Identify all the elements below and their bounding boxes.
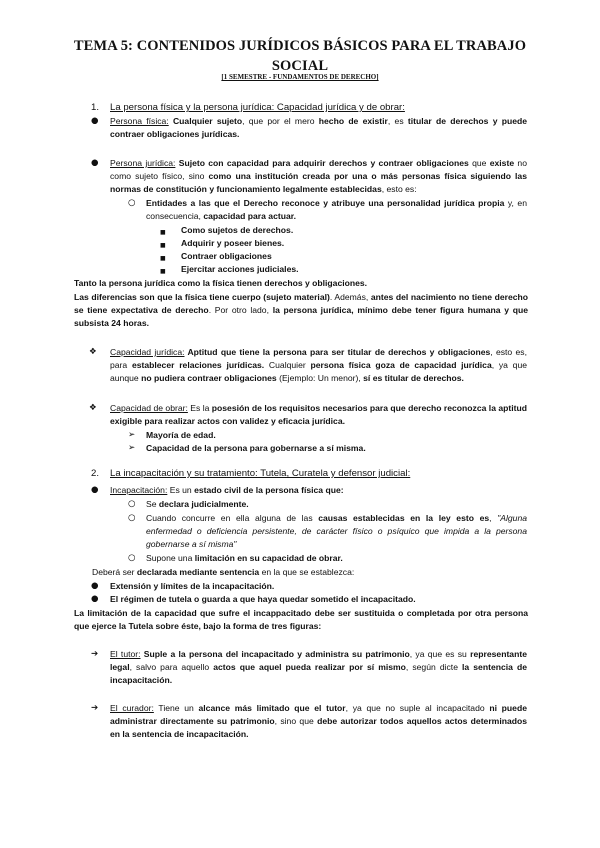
diamond-bullet-icon: ❖ [89, 347, 97, 357]
square-bullet-icon: ■ [160, 242, 166, 249]
diferencias-paragraph: Las diferencias son que la física tiene cuerpo (sujeto material). Además, antes del nacimiento no tiene derecho se tiene expectativa de derecho. Por otro lado, la persona jurídica, mínimo debe tener figura humana y que subsista 24 horas. [74, 292, 529, 329]
capacidad-juridica-paragraph: Capacidad jurídica: Aptitud que tiene la persona para ser titular de derechos y obligaciones, esto es, para establecer relaciones jurídicas. Cualquier persona física goza de capacidad jurídica, ya que aunque no pudiera contraer obligaciones (Ejemplo: Un menor), sí es titular de derechos. [110, 347, 528, 384]
page-title: TEMA 5: CONTENIDOS JURÍDICOS BÁSICOS PARA EL TRABAJO SOCIAL [73, 38, 527, 74]
section-2-number: 2. [91, 468, 100, 479]
arrow-list-item: Capacidad de la persona para gobernarse a sí misma. [146, 443, 366, 453]
diamond-bullet-icon: ❖ [89, 403, 97, 413]
arrow-list-item: Mayoría de edad. [146, 430, 216, 440]
tanto-paragraph: Tanto la persona jurídica como la física tienen derechos y obligaciones. [74, 278, 368, 288]
bullet-icon: ● [91, 485, 99, 495]
bullet-icon: ● [91, 594, 99, 604]
incapacitacion-condition-2: Cuando concurre en ella alguna de las causas establecidas en la ley esto es, "Alguna enfermedad o deficiencia persistente, de carácter físico o psíquico que impida a la persona gobernarse a sí misma" [146, 513, 527, 550]
incapacitacion-condition-1: Se declara judicialmente. [146, 499, 249, 509]
capacidad-obrar-paragraph: Capacidad de obrar: Es la posesión de los requisitos necesarios para que derecho reconozca la aptitud exigible para realizar actos con validez y eficacia jurídica. [110, 403, 527, 427]
square-bullet-icon: ■ [160, 229, 166, 236]
sentencia-list-item: El régimen de tutela o guarda a que haya quedar sometido el incapacitado. [110, 594, 416, 604]
square-bullet-icon: ■ [160, 255, 166, 262]
arrow-bullet-icon: ➢ [128, 430, 136, 440]
arrow-right-icon: ➔ [91, 703, 99, 713]
incapacitacion-paragraph: Incapacitación: Es un estado civil de la persona física que: [110, 485, 344, 495]
sentencia-list-item: Extensión y límites de la incapacitación. [110, 581, 275, 591]
circle-bullet-icon: ○ [128, 513, 136, 523]
limitacion-paragraph: La limitación de la capacidad que sufre el incappacitado debe ser sustituida o completada por otra persona que ejerce la Tutela sobre éste, bajo la forma de tres figuras: [74, 608, 528, 632]
sub-list-item: Adquirir y poseer bienes. [181, 238, 285, 248]
bullet-icon: ● [91, 116, 99, 126]
circle-bullet-icon: ○ [128, 553, 136, 563]
curador-paragraph: El curador: Tiene un alcance más limitado que el tutor, ya que no suple al incapacitado ni puede administrar directamente su patrimonio, sino que debe autorizar todos aquellos actos determinados en la sentencia de incapacitación. [110, 703, 528, 740]
arrow-bullet-icon: ➢ [128, 443, 136, 453]
square-bullet-icon: ■ [160, 268, 166, 275]
bullet-icon: ● [91, 158, 99, 168]
sub-list-item: Como sujetos de derechos. [181, 225, 294, 235]
page-subtitle: [1 SEMESTRE - FUNDAMENTOS DE DERECHO] [221, 73, 379, 81]
persona-fisica-paragraph: Persona física: Cualquier sujeto, que por el mero hecho de existir, es titular de derechos y puede contraer obligaciones jurídicas. [110, 116, 528, 140]
circle-bullet-icon: ○ [128, 499, 136, 509]
sub-list-item: Ejercitar acciones judiciales. [181, 264, 299, 274]
section-1-heading: La persona física y la persona jurídica: Capacidad jurídica y de obrar: [110, 102, 405, 113]
arrow-right-icon: ➔ [91, 649, 99, 659]
entidades-paragraph: Entidades a las que el Derecho reconoce y atribuye una personalidad jurídica propia y, en consecuencia, capacidad para actuar. [146, 198, 527, 222]
section-1-number: 1. [91, 102, 100, 113]
incapacitacion-condition-3: Supone una limitación en su capacidad de obrar. [146, 553, 343, 563]
section-2-heading: La incapacitación y su tratamiento: Tutela, Curatela y defensor judicial: [110, 468, 411, 479]
bullet-icon: ● [91, 581, 99, 591]
persona-juridica-paragraph: Persona jurídica: Sujeto con capacidad para adquirir derechos y contraer obligaciones que existe no como sujeto físico, sino como una institución creada por una o más personas física siguiendo las normas de constitución y funcionamiento legalmente establecidas, esto es: [110, 158, 527, 195]
circle-bullet-icon: ○ [128, 198, 136, 208]
tutor-paragraph: El tutor: Suple a la persona del incapacitado y administra su patrimonio, ya que es su representante legal, salvo para aquello actos que aquel pueda realizar por sí mismo, según dicte la sentencia de incapacitación. [110, 649, 528, 686]
debera-paragraph: Deberá ser declarada mediante sentencia en la que se establezca: [92, 567, 355, 577]
sub-list-item: Contraer obligaciones [181, 251, 272, 261]
